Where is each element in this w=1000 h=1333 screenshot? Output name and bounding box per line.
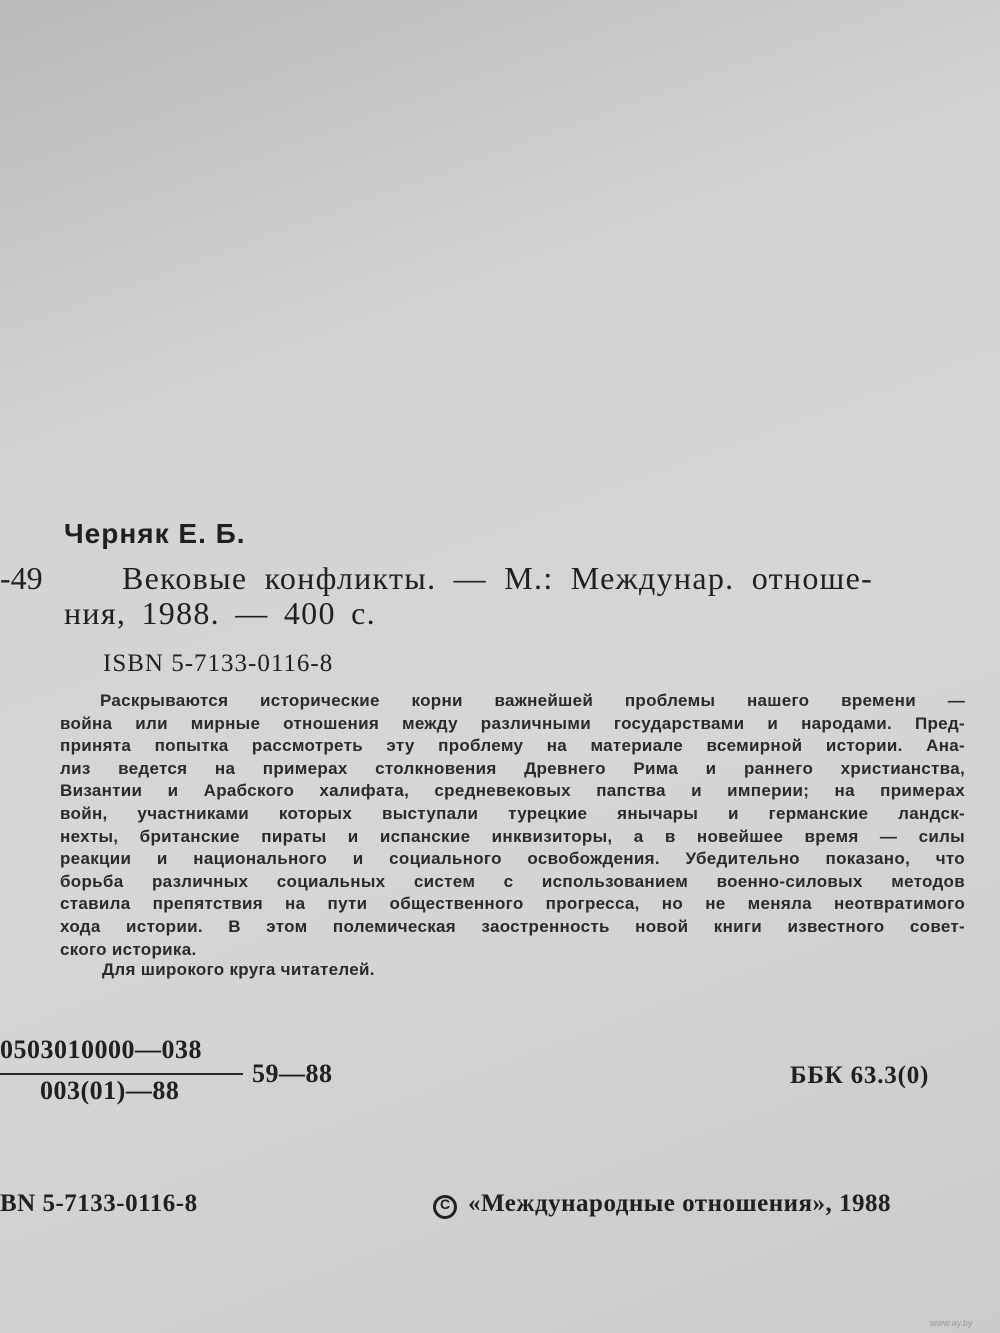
index-code: -49 [0, 560, 43, 596]
title-line-2: ния, 1988. — 400 с. [64, 595, 376, 631]
abstract-line: ставила препятствия на пути общественного прогресса, но не меняла неотвратимого [60, 894, 965, 914]
footer-isbn: BN 5-7133-0116-8 [0, 1190, 198, 1217]
abstract-line: лиз ведется на примерах столкновения Древнего Рима и раннего христианства, [60, 758, 965, 778]
title-line-1: Вековые конфликты. — М.: Междунар. отноше- [122, 560, 874, 596]
classification-code-suffix: 59—88 [252, 1059, 333, 1088]
abstract-line: реакции и национального и социального освобождения. Убедительно показано, что [60, 849, 965, 869]
abstract-line: Византии и Арабского халифата, средневековых папства и империи; на примерах [60, 781, 965, 801]
abstract-paragraph [60, 690, 965, 961]
abstract-line: нехты, британские пираты и испанские инквизиторы, а в новейшее время — силы [60, 826, 965, 846]
classification-code-numerator: 0503010000—038 [0, 1035, 202, 1064]
abstract-line: Раскрываются исторические корни важнейшей проблемы нашего времени — [100, 691, 965, 710]
abstract-line: хода истории. В этом полемическая заостренность новой книги известного совет- [60, 916, 965, 936]
abstract-line: война или мирные отношения между различными государствами и народами. Пред- [60, 713, 965, 733]
abstract-line: борьба различных социальных систем с использованием военно-силовых методов [60, 871, 965, 891]
fraction-rule [0, 1073, 243, 1075]
abstract-line: принята попытка рассмотреть эту проблему на материале всемирной истории. Ана- [60, 736, 965, 756]
watermark: www.ay.by [930, 1318, 973, 1328]
bbk-code: ББК 63.3(0) [790, 1062, 930, 1089]
audience-note: Для широкого круга читателей. [102, 960, 375, 979]
abstract-line: ского историка. [60, 939, 197, 959]
copyright-icon [433, 1195, 457, 1219]
abstract-line: войн, участниками которых выступали турецкие янычары и германские ландск- [60, 803, 965, 823]
isbn: ISBN 5-7133-0116-8 [103, 650, 334, 677]
copyright-notice: «Международные отношения», 1988 [468, 1190, 892, 1217]
author-name: Черняк Е. Б. [64, 518, 246, 549]
classification-code-denominator: 003(01)—88 [40, 1076, 180, 1105]
